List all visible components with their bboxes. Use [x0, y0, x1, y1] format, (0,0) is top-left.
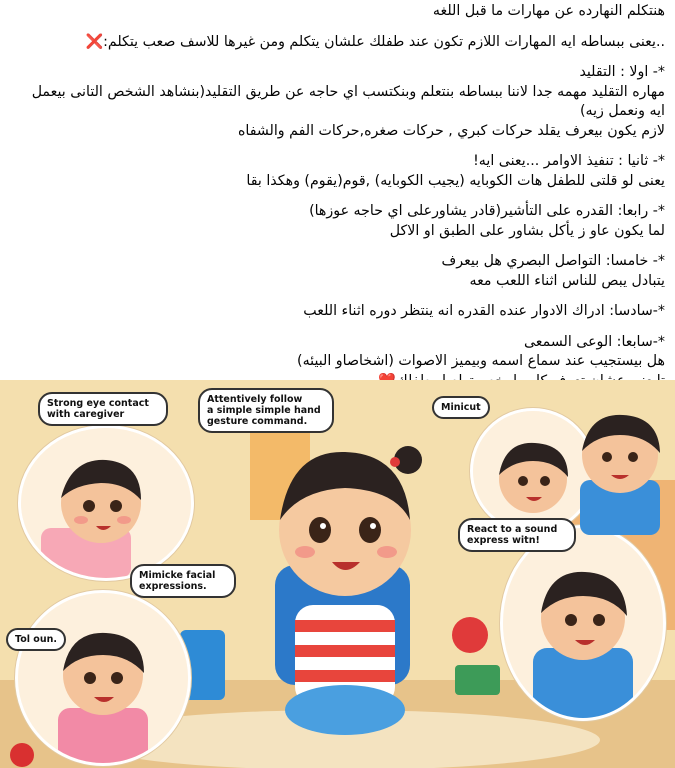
cross-mark-icon: ❌ [85, 33, 104, 50]
post-image[interactable] [0, 380, 675, 768]
bubble-follow-command: Attentively follow a simple simple hand gesture command. [198, 388, 334, 433]
eye-contact-scene [18, 425, 194, 581]
post-line: *-سابعا: الوعى السمعى [523, 333, 665, 350]
post-line: *- ثانيا : تنفيذ الاوامر ...يعنى ايه! [473, 153, 665, 169]
post-line: هل بيستجيب عند سماع اسمه وبيميز الاصوات (اشخاصاو البيئه) [297, 353, 665, 369]
post-line: يتبادل يبص للناس اثناء اللعب معه [469, 272, 665, 289]
facial-expression-scene [15, 590, 191, 766]
post-line: لما يكون عاو ز يأكل بشاور على الطبق او الاكل [389, 222, 665, 239]
post-line: *- اولا : التقليد [579, 64, 665, 80]
post-line: هنتكلم النهارده عن مهارات ما قبل اللغه [432, 3, 665, 19]
baby-eye-contact-illustration [21, 428, 191, 578]
post-line: يعنى لو قلتى للطفل هات الكوبايه (يجيب الكوبايه) ,قوم(يقوم) وهكذا بقا [246, 172, 665, 189]
toddler-right-illustration [565, 395, 675, 535]
bubble-react-sound: React to a sound express witn! [458, 518, 576, 552]
sound-reaction-scene [500, 525, 666, 721]
bubble-tol: Tol oun. [6, 628, 66, 651]
post-text [0, 0, 675, 380]
baby-sound-illustration [503, 528, 663, 718]
post-line: ..يعنى ببساطه ايه المهارات اللازم تكون عند طفلك علشان يتكلم ومن غيرها للاسف صعب يتكلم:❌ [85, 33, 665, 50]
bubble-minicut: Minicut [432, 396, 490, 419]
post-line: *- خامسا: التواصل البصري هل بيعرف [441, 253, 665, 269]
bubble-eye-contact: Strong eye contact with caregiver [38, 392, 168, 426]
post-line: ايه ونعمل زيه) [579, 103, 665, 119]
post-line: لازم يكون بيعرف يقلد حركات كبري , حركات صغره,حركات الفم والشفاه [237, 122, 665, 139]
post-line: *- رابعا: القدره على التأشير(قادر يشاورعلى اي حاجه عوزها) [309, 203, 665, 219]
post-line: مهاره التقليد مهمه جدا لاننا ببساطه بنتعلم وبنكتسب اي حاجه عن طريق التقليد(بنشاهد الشخص التانى بيعمل [31, 83, 665, 100]
post-line: *-سادسا: ادراك الادوار عنده القدره انه ينتظر دوره اثناء اللعب [303, 303, 665, 319]
baby-facial-illustration [18, 593, 188, 763]
bubble-mimicke: Mimicke facial expressions. [130, 564, 236, 598]
